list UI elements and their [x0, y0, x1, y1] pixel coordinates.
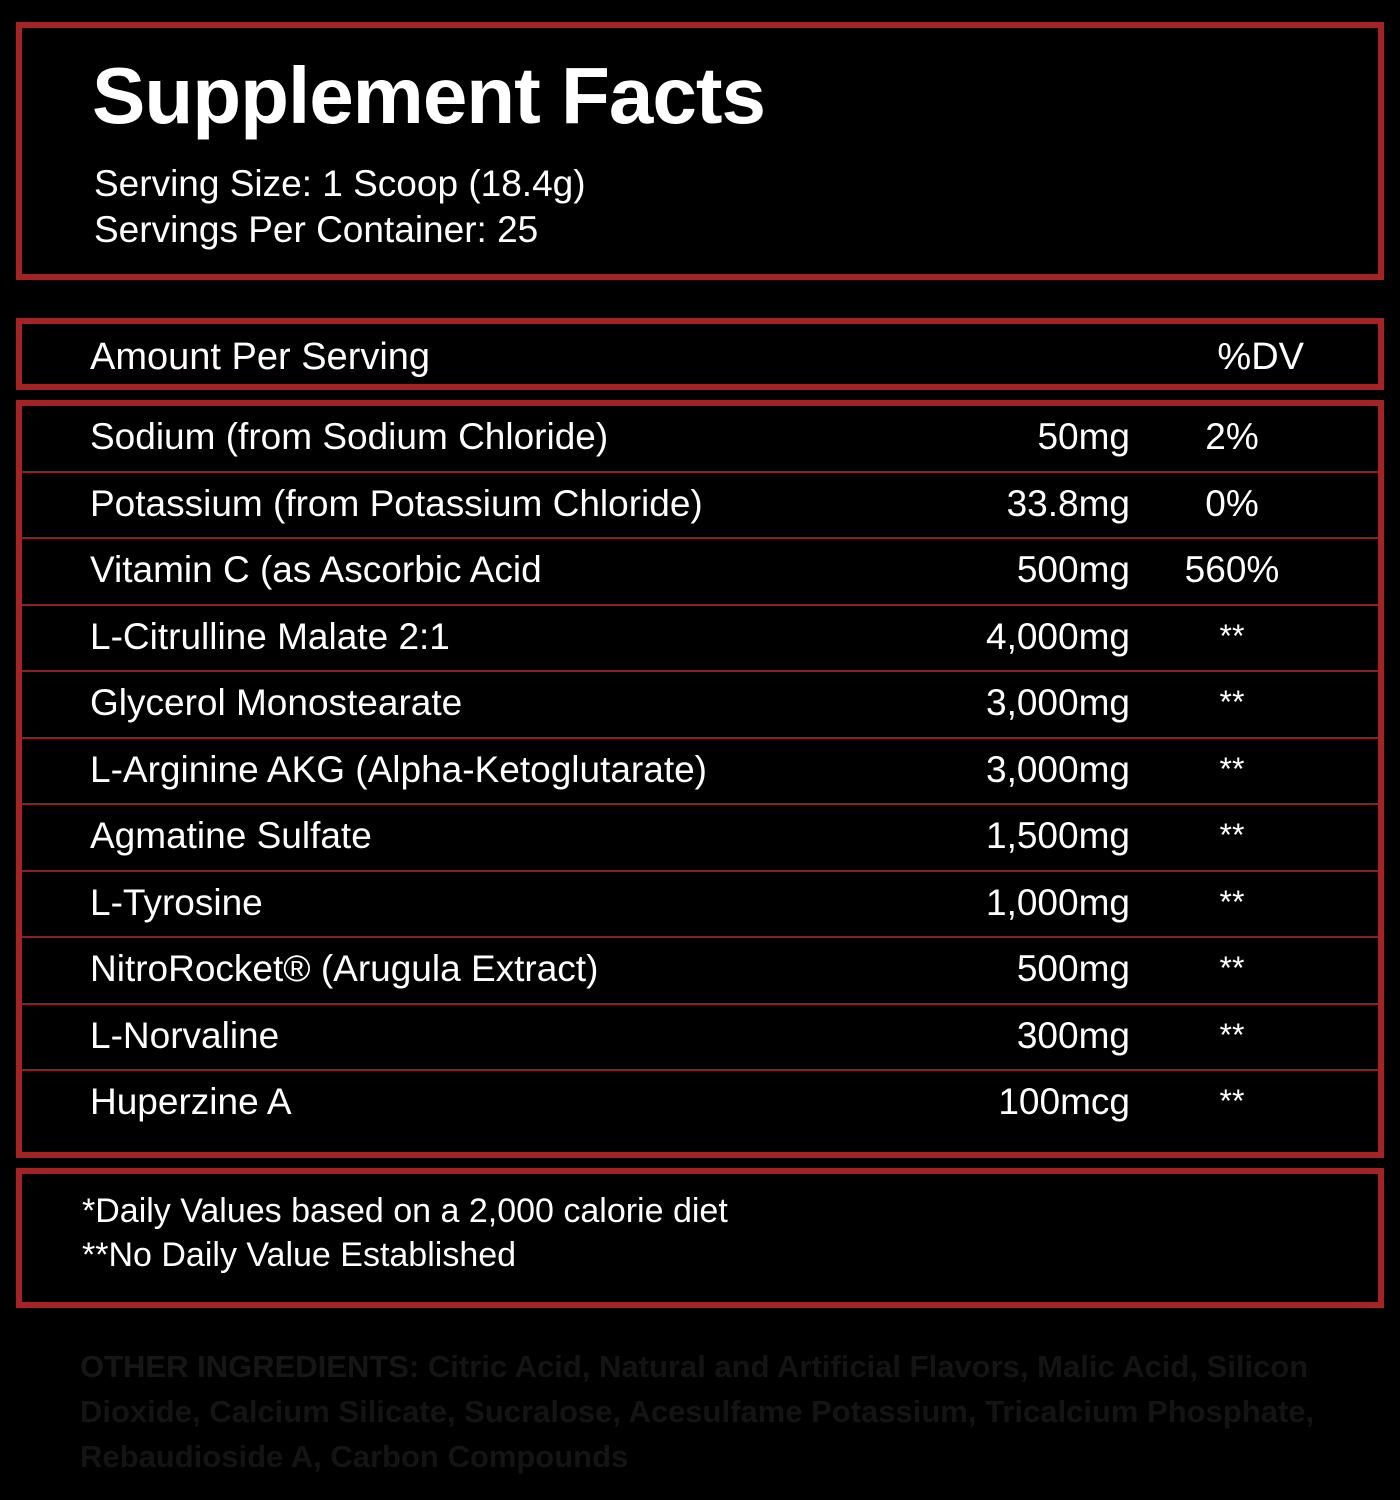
ingredient-amount: 500mg: [1016, 948, 1130, 989]
ingredient-dv: **: [1219, 617, 1245, 654]
ingredient-amount: 500mg: [1016, 549, 1130, 590]
amount-per-serving-header: [16, 318, 1384, 390]
serving-size-text: Serving Size: 1 Scoop (18.4g): [94, 163, 586, 204]
ingredient-dv: **: [1219, 817, 1245, 853]
ingredient-name: Agmatine Sulfate: [90, 815, 372, 856]
ingredient-amount: 1,500mg: [986, 815, 1130, 856]
ingredient-name: L-Tyrosine: [90, 881, 263, 923]
ingredient-amount: 1,000mg: [986, 881, 1130, 923]
ingredient-rows: [22, 406, 1378, 1138]
table-row: [22, 672, 1378, 739]
ingredient-name: Sodium (from Sodium Chloride): [90, 416, 609, 457]
ingredient-dv: **: [1219, 950, 1245, 986]
table-row: [22, 473, 1378, 540]
ingredient-name: L-Norvaline: [90, 1014, 280, 1056]
ingredient-amount: 100mcg: [998, 1081, 1130, 1122]
table-row: [22, 938, 1378, 1005]
table-row: [22, 406, 1378, 473]
ingredient-name: L-Citrulline Malate 2:1: [90, 615, 450, 657]
other-ingredients-text: [80, 1345, 1330, 1480]
ingredient-dv: **: [1219, 684, 1245, 720]
servings-per-container-text: Servings Per Container: 25: [94, 209, 539, 250]
ingredient-dv: 0%: [1205, 482, 1259, 524]
ingredient-dv: 560%: [1184, 549, 1280, 590]
page-title: Supplement Facts: [92, 51, 766, 140]
daily-value-label: %DV: [1217, 336, 1304, 378]
table-row: [22, 872, 1378, 939]
footnotes-box: [16, 1168, 1384, 1308]
ingredient-name: Vitamin C (as Ascorbic Acid: [90, 549, 542, 590]
ingredient-dv: 2%: [1205, 416, 1259, 457]
ingredient-amount: 33.8mg: [1006, 482, 1130, 524]
ingredient-dv: **: [1219, 883, 1245, 920]
ingredient-name: Potassium (from Potassium Chloride): [90, 482, 703, 524]
other-ingredients-list: Citric Acid, Natural and Artificial Flavors, Malic Acid, Silicon Dioxide, Calcium Silicate, Sucralose, Acesulfame Potassium, Tricalcium Phosphate, Rebaudioside A, Carbon Compounds: [80, 1349, 1315, 1474]
table-row: [22, 805, 1378, 872]
footnote-no-daily-value: **No Daily Value Established: [82, 1236, 517, 1274]
ingredient-amount: 3,000mg: [986, 682, 1130, 723]
ingredient-dv: **: [1219, 750, 1245, 787]
ingredient-name: NitroRocket® (Arugula Extract): [90, 948, 599, 989]
ingredient-amount: 300mg: [1016, 1014, 1130, 1056]
table-row: [22, 606, 1378, 673]
table-row: [22, 1071, 1378, 1138]
ingredient-name: L-Arginine AKG (Alpha-Ketoglutarate): [90, 748, 708, 790]
ingredient-name: Glycerol Monostearate: [90, 682, 463, 723]
footnote-daily-values: *Daily Values based on a 2,000 calorie diet: [82, 1192, 728, 1230]
ingredient-table: [16, 400, 1384, 1158]
ingredient-dv: **: [1219, 1083, 1245, 1119]
ingredient-name: Huperzine A: [90, 1081, 292, 1122]
table-row: [22, 539, 1378, 606]
ingredient-amount: 4,000mg: [986, 615, 1130, 657]
amount-per-serving-label: Amount Per Serving: [90, 336, 431, 378]
header-box: [16, 22, 1384, 280]
ingredient-amount: 50mg: [1037, 416, 1130, 457]
ingredient-amount: 3,000mg: [986, 748, 1130, 790]
table-row: [22, 1005, 1378, 1072]
table-row: [22, 739, 1378, 806]
other-ingredients-label: OTHER INGREDIENTS:: [80, 1349, 420, 1384]
ingredient-dv: **: [1219, 1016, 1245, 1053]
